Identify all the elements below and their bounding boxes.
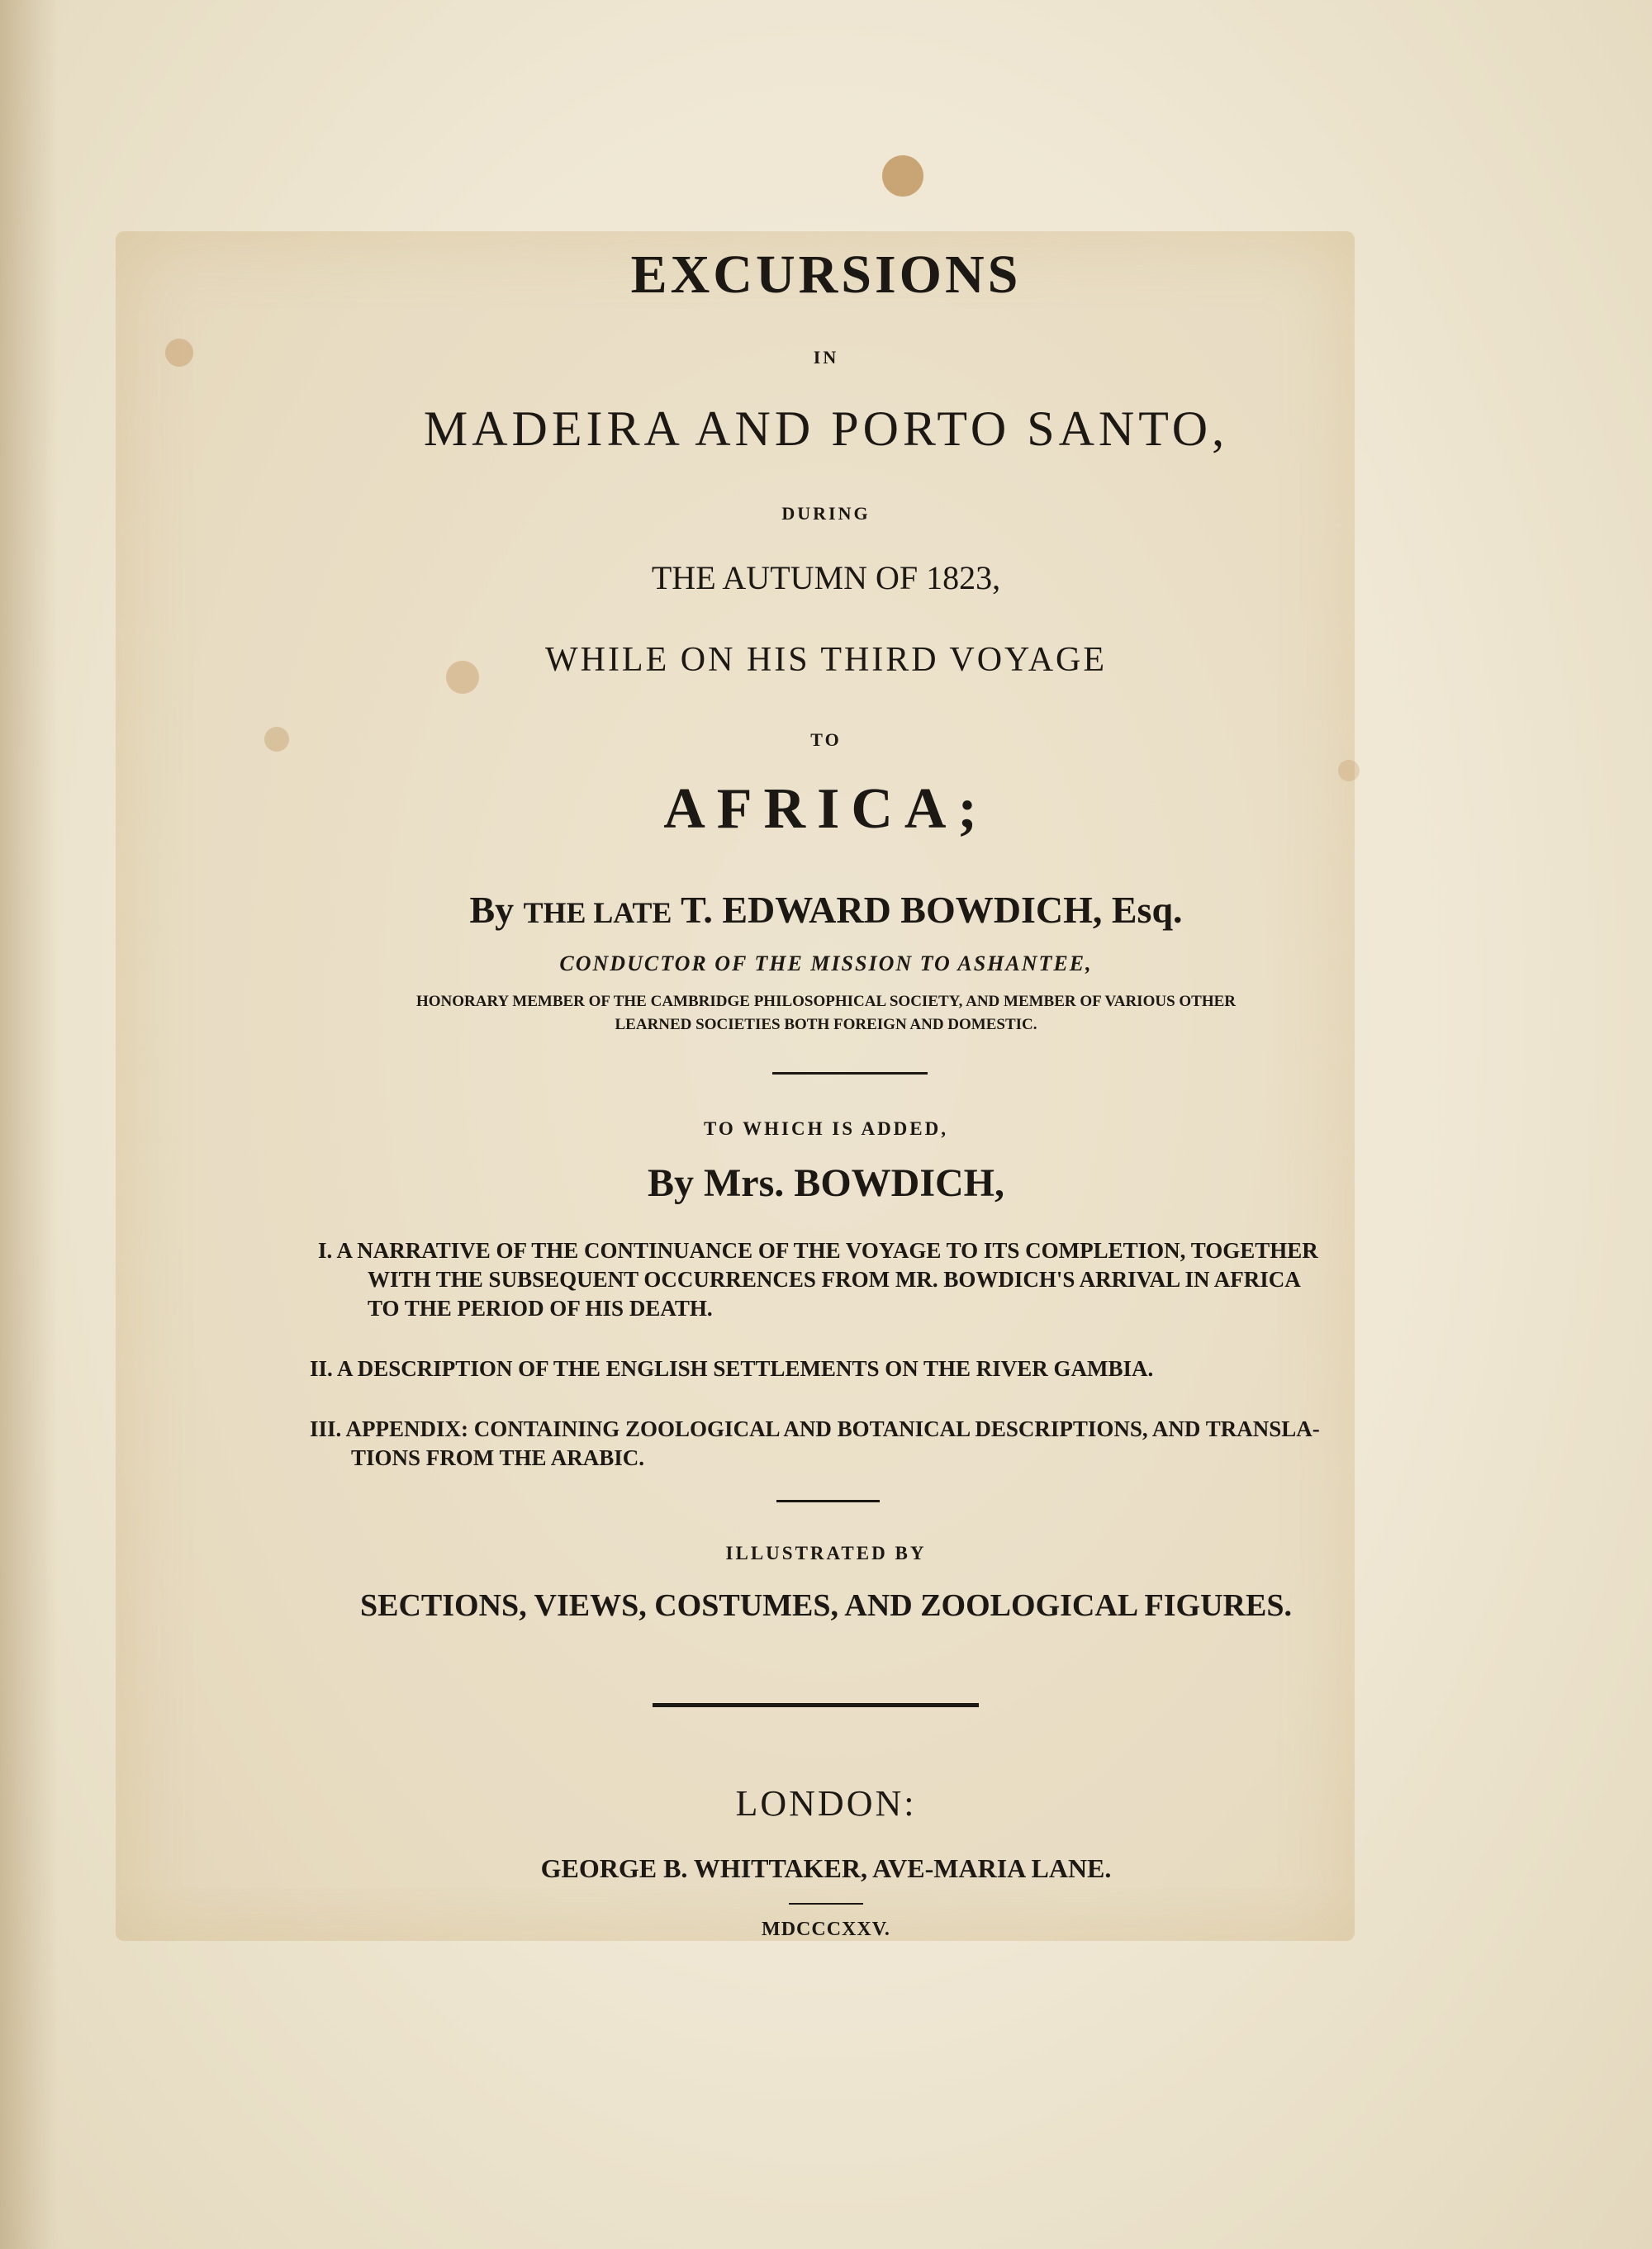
destination-heading: AFRICA; [663, 777, 989, 841]
contents-line: III. APPENDIX: CONTAINING ZOOLOGICAL AND BOTANICAL DESCRIPTIONS, AND TRANSLA- [310, 1416, 1320, 1441]
second-author-line [0, 1160, 1652, 1206]
author-the-late: THE LATE [523, 896, 672, 929]
imprint-publisher: GEORGE B. WHITTAKER, AVE-MARIA LANE. [540, 1853, 1112, 1883]
author-name: T. EDWARD BOWDICH, [681, 889, 1103, 931]
author-affiliation-2: LEARNED SOCIETIES BOTH FOREIGN AND DOMESTIC. [615, 1016, 1037, 1033]
second-author-title: Mrs. [704, 1161, 785, 1205]
author-by: By [469, 889, 515, 931]
connector-in: IN [813, 347, 839, 368]
contents-item-3 [310, 1415, 1320, 1473]
divider-rule [772, 1072, 928, 1075]
divider-rule [789, 1903, 863, 1905]
contents-line: I. A NARRATIVE OF THE CONTINUANCE OF THE VOYAGE TO ITS COMPLETION, TOGETHER [318, 1238, 1318, 1263]
book-subtitle: MADEIRA AND PORTO SANTO, [423, 401, 1229, 456]
added-intro: TO WHICH IS ADDED, [704, 1118, 948, 1139]
author-role: CONDUCTOR OF THE MISSION TO ASHANTEE, [559, 951, 1093, 975]
book-title: EXCURSIONS [630, 244, 1022, 305]
connector-during: DURING [781, 503, 871, 524]
second-author-name: BOWDICH, [794, 1161, 1004, 1205]
author-affiliation-1: HONORARY MEMBER OF THE CAMBRIDGE PHILOSOPHICAL SOCIETY, AND MEMBER OF VARIOUS OTHER [415, 993, 1237, 1010]
voyage-line: WHILE ON HIS THIRD VOYAGE [544, 641, 1108, 679]
contents-line: WITH THE SUBSEQUENT OCCURRENCES FROM MR. BOWDICH'S ARRIVAL IN AFRICA [368, 1267, 1301, 1292]
divider-rule [776, 1500, 880, 1502]
season-line: THE AUTUMN OF 1823, [651, 559, 1001, 596]
contents-line: TO THE PERIOD OF HIS DEATH. [368, 1296, 713, 1321]
contents-item-1 [318, 1236, 1318, 1323]
illustrated-intro: ILLUSTRATED BY [725, 1543, 927, 1563]
connector-to: TO [810, 729, 842, 750]
second-author-by: By [647, 1161, 694, 1205]
foxing-spot [882, 155, 923, 197]
divider-rule [653, 1703, 979, 1707]
illustrations-line: SECTIONS, VIEWS, COSTUMES, AND ZOOLOGICAL FIGURES. [360, 1588, 1292, 1623]
contents-line: TIONS FROM THE ARABIC. [351, 1445, 645, 1470]
imprint-place: LONDON: [735, 1783, 917, 1824]
author-suffix: Esq. [1111, 889, 1183, 931]
author-line [0, 888, 1652, 932]
contents-line: II. A DESCRIPTION OF THE ENGLISH SETTLEMENTS ON THE RIVER GAMBIA. [310, 1356, 1154, 1381]
imprint-year: MDCCCXXV. [762, 1919, 890, 1940]
contents-item-2 [310, 1355, 1153, 1383]
offset-stain [116, 231, 1355, 1941]
